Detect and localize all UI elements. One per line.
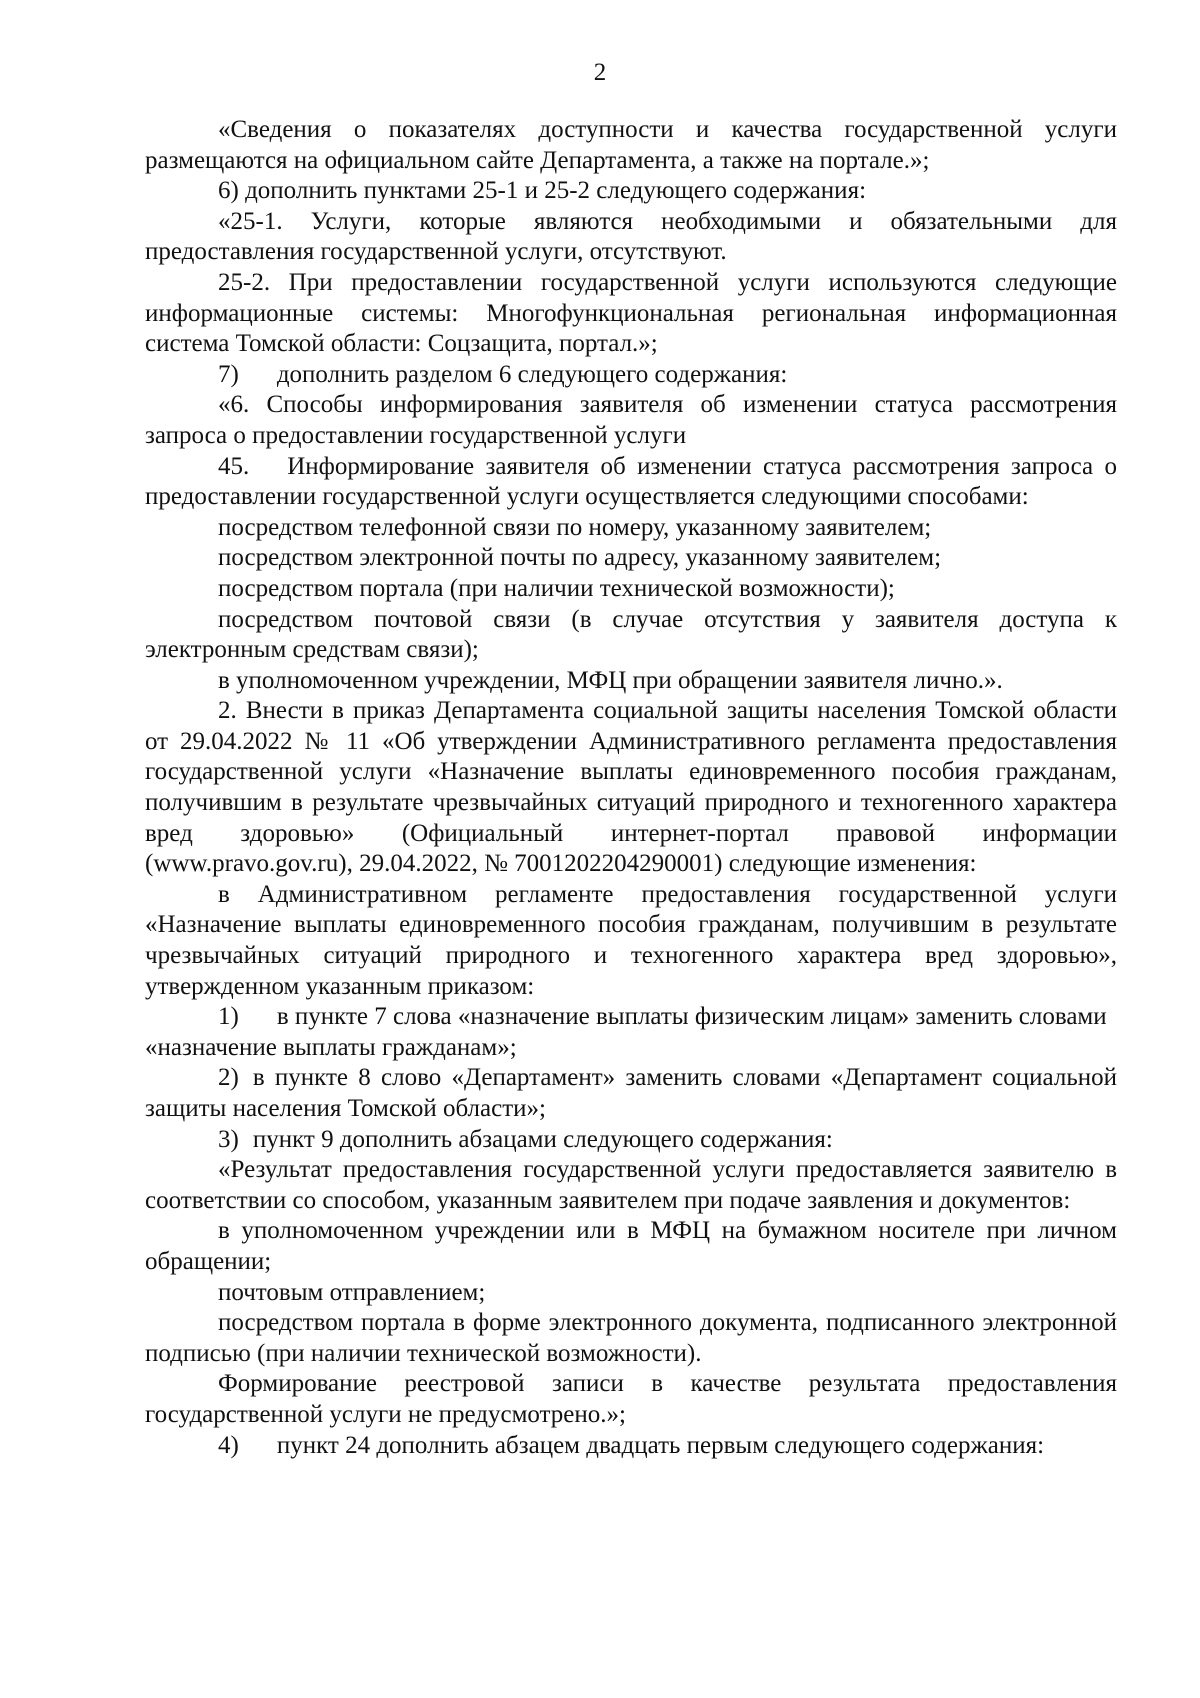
paragraph: почтовым отправлением; xyxy=(218,1278,486,1306)
paragraph: 6) дополнить пунктами 25-1 и 25-2 следующего содержания: xyxy=(218,177,867,205)
list-item xyxy=(145,360,1117,391)
list-item xyxy=(145,1125,1117,1156)
paragraph: Формирование реестровой записи в качестве результата предоставления государственной услуги не предусмотрено.»; xyxy=(145,1370,1117,1428)
list-item-text: пункт 24 дополнить абзацем двадцать первым следующего содержания: xyxy=(276,1431,1045,1459)
paragraph: посредством электронной почты по адресу, указанному заявителем; xyxy=(218,544,942,572)
paragraph: «25-1. Услуги, которые являются необходимыми и обязательными для предоставления государственной услуги, отсутствуют. xyxy=(145,207,1117,266)
paragraph: в уполномоченном учреждении, МФЦ при обращении заявителя лично.». xyxy=(218,666,1003,694)
list-item xyxy=(145,1431,1117,1462)
list-item-text: Информирование заявителя об изменении статуса рассмотрения запроса о предоставлении государственной услуги осуществляется следующими способами: xyxy=(145,452,1117,511)
list-marker: 2) xyxy=(218,1064,239,1092)
list-item xyxy=(145,452,1117,513)
list-marker: 45. xyxy=(218,452,250,480)
paragraph: «Результат предоставления государственной услуги предоставляется заявителю в соответствии со способом, указанным заявителем при подаче заявления и документов: xyxy=(145,1156,1117,1214)
paragraph: в уполномоченном учреждении или в МФЦ на бумажном носителе при личном обращении; xyxy=(145,1217,1117,1275)
paragraph: посредством портала в форме электронного документа, подписанного электронной подписью (при наличии технической возможности). xyxy=(145,1309,1117,1367)
paragraph: 25-2. При предоставлении государственной услуги используются следующие информационные системы: Многофункциональная региональная информационная система Томской области: Соцзащита, портал.»; xyxy=(145,268,1117,358)
list-item xyxy=(145,1063,1117,1124)
list-item-text: в пункте 7 слова «назначение выплаты физическим лицам» заменить словами «назначение выплаты гражданам»; xyxy=(145,1003,1107,1061)
page-number: 2 xyxy=(593,59,607,86)
list-marker: 3) xyxy=(218,1125,239,1153)
list-item-text: пункт 9 дополнить абзацами следующего содержания: xyxy=(252,1125,833,1153)
paragraph: «6. Способы информирования заявителя об изменении статуса рассмотрения запроса о предоставлении государственной услуги xyxy=(145,391,1117,449)
list-marker: 4) xyxy=(218,1431,239,1459)
list-marker: 7) xyxy=(218,360,239,388)
list-item xyxy=(145,1002,1117,1063)
list-item-text: в пункте 8 слово «Департамент» заменить словами «Департамент социальной защиты населения Томской области»; xyxy=(145,1064,1117,1122)
list-marker: 1) xyxy=(218,1003,239,1031)
document-body xyxy=(145,115,1117,1461)
list-item-text: дополнить разделом 6 следующего содержания: xyxy=(276,360,788,388)
paragraph: в Административном регламенте предоставления государственной услуги «Назначение выплаты единовременного пособия гражданам, получившим в результате чрезвычайных ситуаций природного и техногенного характера вред здоровью», утвержденном указанным приказом: xyxy=(145,880,1117,1000)
paragraph: посредством телефонной связи по номеру, указанному заявителем; xyxy=(218,513,932,541)
paragraph: «Сведения о показателях доступности и качества государственной услуги размещаются на официальном сайте Департамента, а также на портале.»; xyxy=(145,116,1117,174)
paragraph: 2. Внести в приказ Департамента социальной защиты населения Томской области от 29.04.2022 № 11 «Об утверждении Административного регламента предоставления государственной услуги «Назначение выплаты единовременного пособия гражданам, получившим в результате чрезвычайных ситуаций природного и техногенного характера вред здоровью» (Официальный интернет-портал правовой информации (www.pravo.gov.ru), 29.04.2022, № 7001202204290001) следующие изменения: xyxy=(145,697,1117,878)
paragraph: посредством портала (при наличии технической возможности); xyxy=(218,574,895,602)
paragraph: посредством почтовой связи (в случае отсутствия у заявителя доступа к электронным средствам связи); xyxy=(145,605,1117,664)
